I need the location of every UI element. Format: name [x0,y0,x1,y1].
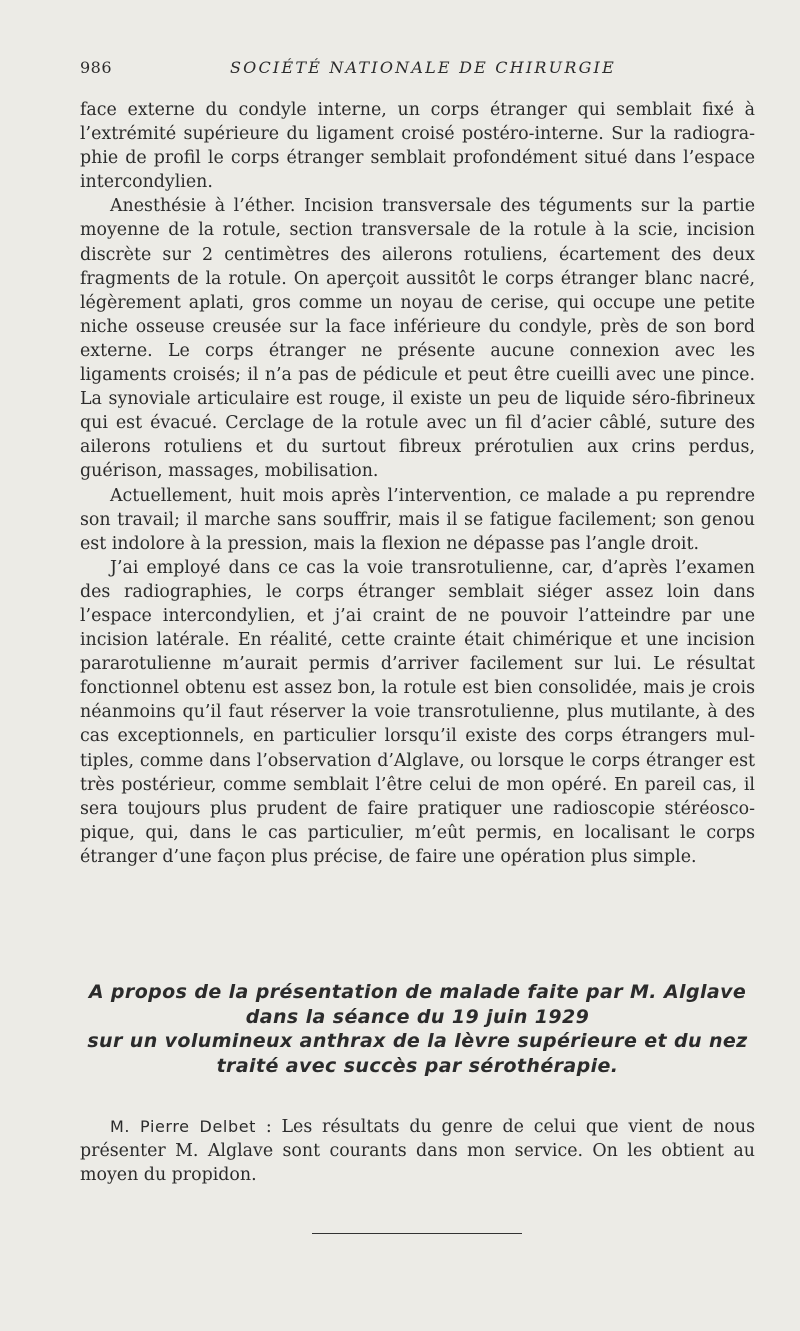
speaker-remark: : Les résultats du genre de celui que vient de nous présenter M. Alglave sont courants dans mon service. On les obtient au moyen du propidon. [80,1117,755,1186]
case-report-text [80,98,755,869]
speaker-name: M. Pierre Delbet [110,1117,257,1136]
page-header [80,58,755,82]
paragraph: Anesthésie à l’éther. Incision transversale des téguments sur la partie moyenne de la rotule, section transversale de la rotule à la scie, incision discrète sur 2 centimètres des ailerons rotuliens, écartement des deux fragments de la rotule. On aperçoit aussitôt le corps étranger blanc nacré, légèrement aplati, gros comme un noyau de cerise, qui occupe une petite niche osseuse creusée sur la face inférieure du condyle, près de son bord externe. Le corps étranger ne présente aucune connexion avec les ligaments croisés; il n’a pas de pédicule et peut être cueilli avec une pince. La synoviale articulaire est rouge, il existe un peu de liquide séro-fibrineux qui est évacué. Cerclage de la rotule avec un fil d’acier câblé, suture des ailerons rotuliens et du surtout fibreux prérotulien aux crins perdus, guérison, massages, mobilisation. [80,196,755,482]
page-number: 986 [80,58,113,77]
section-title-line: traité avec succès par sérothérapie. [216,1054,619,1077]
closing-rule [312,1233,522,1234]
paragraph: face externe du condyle interne, un corps étranger qui semblait fixé à l’extrémité supérieure du ligament croisé postéro-interne. Sur la radiographie de profil le corps étranger semblait profondément situé dans l’espace intercondylien. [80,100,755,193]
discussion-text [80,1115,755,1187]
paragraph: Actuellement, huit mois après l’intervention, ce malade a pu reprendre son travail; il marche sans souffrir, mais il se fatigue facilement; son genou est indolore à la pression, mais la flexion ne dépasse pas l’angle droit. [80,485,755,554]
section-title-line: dans la séance du 19 juin 1929 [245,1005,590,1028]
running-title: SOCIÉTÉ NATIONALE DE CHIRURGIE [230,58,616,77]
section-title [75,980,760,1078]
section-title-line: A propos de la présentation de malade faite par M. Alglave [88,981,747,1003]
section-title-line: sur un volumineux anthrax de la lèvre supérieure et du nez [87,1030,748,1052]
paragraph [80,1115,755,1187]
paragraph: J’ai employé dans ce cas la voie transrotulienne, car, d’après l’examen des radiographies, le corps étranger semblait siéger assez loin dans l’espace intercondylien, et j’ai craint de ne pouvoir l’atteindre par une incision latérale. En réalité, cette crainte était chimérique et une incision pararotulienne m’aurait permis d’arriver facilement sur lui. Le résultat fonctionnel obtenu est assez bon, la rotule est bien consolidée, mais je crois néanmoins qu’il faut réserver la voie transrotulienne, plus mutilante, à des cas exceptionnels, en particulier lorsqu’il existe des corps étrangers multiples, comme dans l’observation d’Alglave, ou lorsque le corps étranger est très postérieur, comme semblait l’être celui de mon opéré. En pareil cas, il sera toujours plus prudent de faire pratiquer une radioscopie stéréoscopique, qui, dans le cas particulier, m’eût permis, en localisant le corps étranger d’une façon plus précise, de faire une opération plus simple. [80,557,755,867]
